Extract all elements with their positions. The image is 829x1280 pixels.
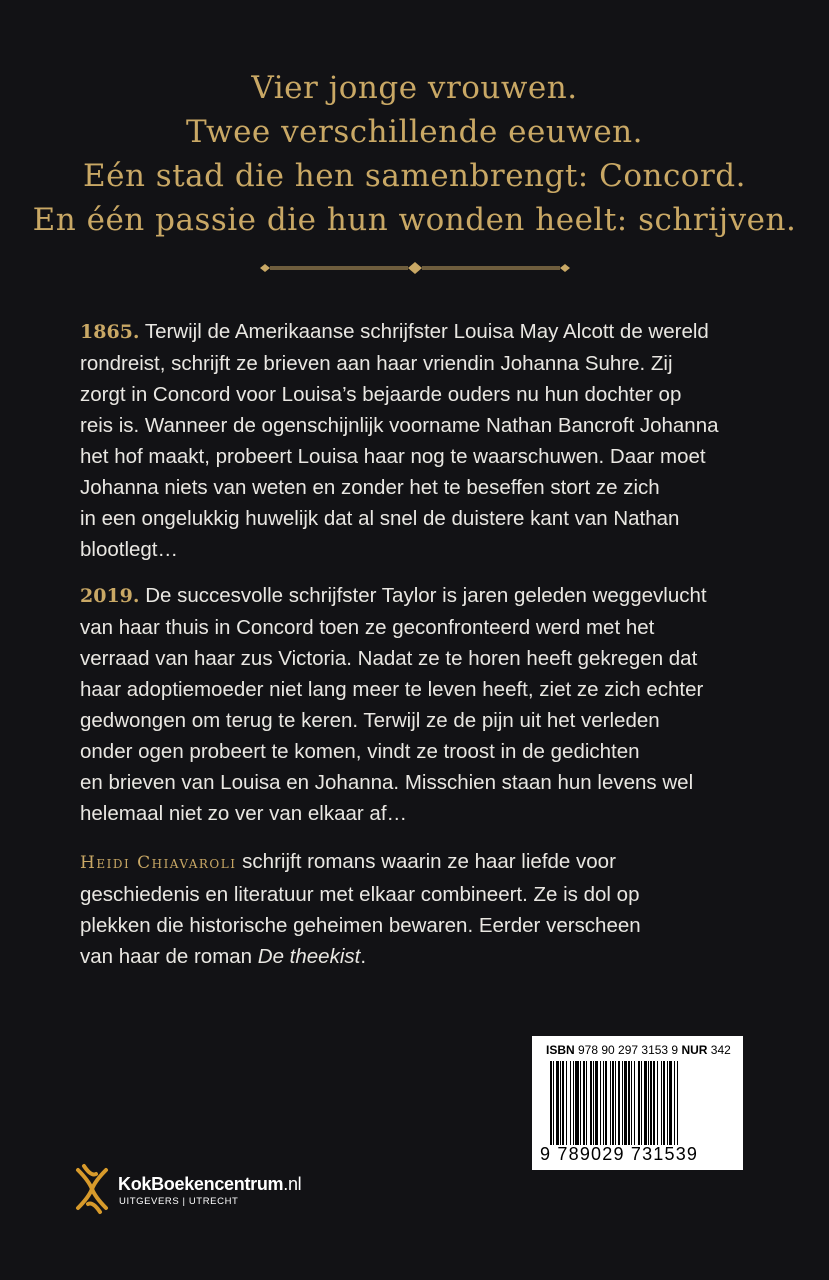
barcode-bar bbox=[550, 1061, 552, 1145]
barcode-bar bbox=[622, 1061, 623, 1145]
barcode-bar bbox=[638, 1061, 640, 1145]
barcode-bar bbox=[595, 1061, 598, 1145]
barcode-bar bbox=[653, 1061, 655, 1145]
blurb-line: van haar thuis in Concord toen ze geconfronteerd werd met het bbox=[80, 616, 655, 639]
barcode-bar bbox=[573, 1061, 574, 1145]
barcode-bar bbox=[556, 1061, 559, 1145]
blurb-line: het hof maakt, probeert Louisa haar nog te waarschuwen. Daar moet bbox=[80, 445, 706, 468]
barcode-bar bbox=[631, 1061, 632, 1145]
blurb-line: blootlegt… bbox=[80, 538, 179, 561]
publisher-name-tld: .nl bbox=[283, 1174, 302, 1194]
bio-line: geschiedenis en literatuur met elkaar combineert. Ze is dol op bbox=[80, 883, 640, 906]
barcode-bar bbox=[566, 1061, 567, 1145]
barcode-bar bbox=[648, 1061, 649, 1145]
bio-text: schrijft romans waarin ze haar liefde voor bbox=[236, 850, 616, 873]
publisher-name-main: KokBoekencentrum bbox=[118, 1174, 284, 1194]
barcode-bar bbox=[641, 1061, 642, 1145]
barcode-bar bbox=[661, 1061, 662, 1145]
barcode-bar bbox=[553, 1061, 554, 1145]
blurb-text: De succesvolle schrijfster Taylor is jaren geleden weggevlucht bbox=[139, 584, 707, 607]
barcode-box bbox=[532, 1036, 743, 1170]
tagline-line: En één passie die hun wonden heelt: schrijven. bbox=[32, 202, 797, 238]
ornament-divider-icon bbox=[258, 259, 572, 277]
blurb-line: verraad van haar zus Victoria. Nadat ze te horen heeft gekregen dat bbox=[80, 647, 698, 670]
author-name: Heidi Chiavaroli bbox=[80, 853, 237, 873]
kok-x-icon bbox=[72, 1162, 112, 1216]
barcode-bar bbox=[650, 1061, 652, 1145]
barcode-bar bbox=[618, 1061, 620, 1145]
blurb-line: in een ongelukkig huwelijk dat al snel de duistere kant van Nathan bbox=[80, 507, 680, 530]
barcode-bar bbox=[605, 1061, 607, 1145]
barcode-bar bbox=[657, 1061, 658, 1145]
barcode-bar bbox=[593, 1061, 594, 1145]
bio-text: van haar de roman bbox=[80, 945, 258, 968]
barcode-bar bbox=[677, 1061, 678, 1145]
barcode-bar bbox=[580, 1061, 581, 1145]
barcode-bar bbox=[575, 1061, 579, 1145]
barcode-bar bbox=[615, 1061, 616, 1145]
blurb-line bbox=[80, 316, 760, 348]
blurb-line: en brieven van Louisa en Johanna. Misschien staan hun levens wel bbox=[80, 771, 694, 794]
barcode-bar bbox=[663, 1061, 665, 1145]
nur-label: NUR bbox=[681, 1043, 708, 1057]
blurb-line bbox=[80, 580, 760, 612]
tagline-line: Vier jonge vrouwen. bbox=[251, 70, 578, 106]
barcode-bar bbox=[624, 1061, 627, 1145]
barcode-bar bbox=[603, 1061, 604, 1145]
barcode-bar bbox=[674, 1061, 675, 1145]
isbn-label: ISBN bbox=[546, 1043, 575, 1057]
tagline bbox=[0, 66, 829, 242]
isbn-number: 978 90 297 3153 9 bbox=[574, 1043, 682, 1057]
barcode-bar bbox=[634, 1061, 635, 1145]
blurb-line: rondreist, schrijft ze brieven aan haar vriendin Johanna Suhre. Zij bbox=[80, 352, 673, 375]
barcode-digits: 9 789029 731539 bbox=[540, 1144, 699, 1164]
barcode-bars bbox=[550, 1061, 730, 1145]
barcode-bar bbox=[610, 1061, 611, 1145]
barcode-bar bbox=[669, 1061, 672, 1145]
blurb-line: haar adoptiemoeder niet lang meer te leven heeft, ziet ze zich echter bbox=[80, 678, 704, 701]
publisher-logo bbox=[72, 1162, 372, 1222]
publisher-name bbox=[118, 1174, 301, 1195]
blurb-line: helemaal niet zo ver van elkaar af… bbox=[80, 802, 408, 825]
bio-text: . bbox=[360, 945, 367, 968]
barcode-bar bbox=[590, 1061, 592, 1145]
barcode-bar bbox=[612, 1061, 614, 1145]
author-bio bbox=[80, 846, 760, 972]
blurb-text: Terwijl de Amerikaanse schrijfster Louisa May Alcott de wereld bbox=[139, 320, 709, 343]
barcode-bar bbox=[600, 1061, 601, 1145]
barcode-bar bbox=[583, 1061, 585, 1145]
tagline-line: Twee verschillende eeuwen. bbox=[185, 114, 644, 150]
blurb-line: gedwongen om terug te keren. Terwijl ze de pijn uit het verleden bbox=[80, 709, 660, 732]
barcode-bar bbox=[586, 1061, 587, 1145]
barcode-bar bbox=[560, 1061, 561, 1145]
blurb-line: Johanna niets van weten en zonder het te beseffen stort ze zich bbox=[80, 476, 660, 499]
year-2019: 2019. bbox=[80, 585, 140, 607]
publisher-subline: UITGEVERS | UTRECHT bbox=[119, 1196, 239, 1207]
blurb-1865 bbox=[80, 316, 760, 565]
bio-line bbox=[80, 846, 760, 879]
blurb-line: zorgt in Concord voor Louisa’s bejaarde ouders nu hun dochter op bbox=[80, 383, 682, 406]
blurb-line: onder ogen probeert te komen, vindt ze troost in de gedichten bbox=[80, 740, 640, 763]
isbn-line bbox=[546, 1043, 731, 1057]
barcode-bar bbox=[562, 1061, 564, 1145]
blurb-line: reis is. Wanneer de ogenschijnlijk voorname Nathan Bancroft Johanna bbox=[80, 414, 719, 437]
barcode-bar bbox=[667, 1061, 668, 1145]
barcode-bar bbox=[628, 1061, 630, 1145]
year-1865: 1865. bbox=[80, 321, 140, 343]
tagline-line: Eén stad die hen samenbrengt: Concord. bbox=[83, 158, 746, 194]
barcode-bar bbox=[570, 1061, 571, 1145]
bio-line bbox=[80, 941, 760, 972]
blurb-2019 bbox=[80, 580, 760, 829]
bio-line: plekken die historische geheimen bewaren. Eerder verscheen bbox=[80, 914, 641, 937]
barcode-bar bbox=[644, 1061, 647, 1145]
nur-number: 342 bbox=[707, 1043, 731, 1057]
book-title: De theekist bbox=[257, 945, 361, 968]
